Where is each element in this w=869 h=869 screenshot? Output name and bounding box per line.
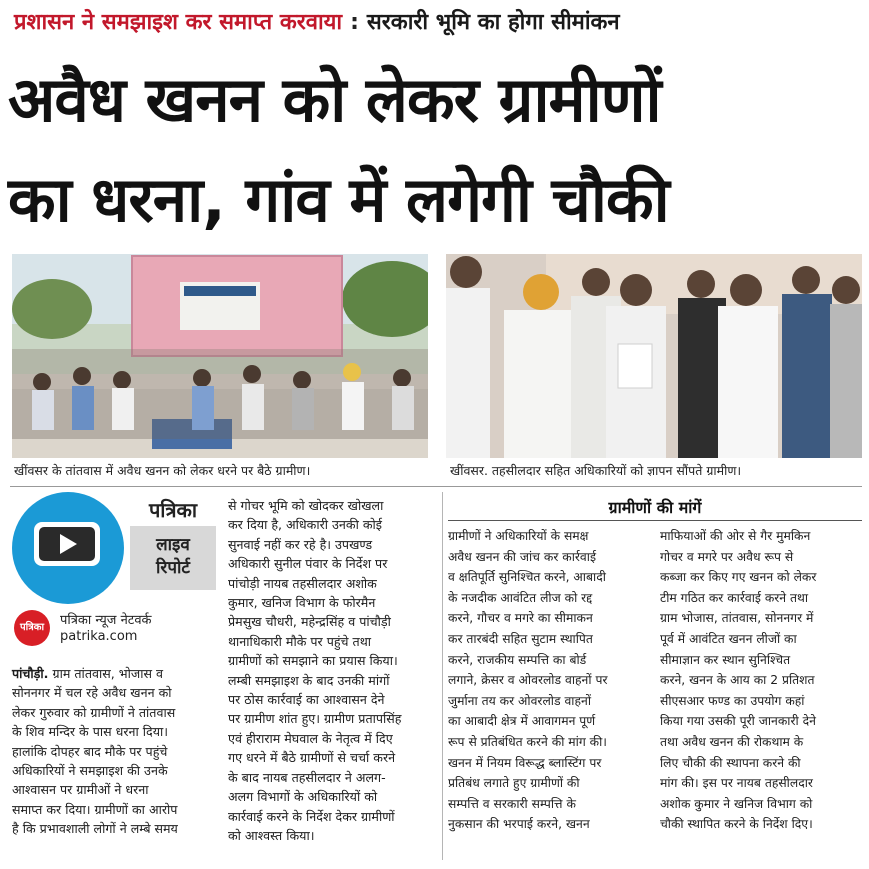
col1-line: ग्राम तांतवास, भोजास व	[52, 666, 164, 681]
headline-line-1: अवैध खनन को लेकर ग्रामीणों	[8, 63, 661, 136]
demands-col1-line: लगाने, क्रेसर व ओवरलोड वाहनों पर	[448, 673, 608, 688]
col2-line: प्रेमसुख चौधरी, महेन्द्रसिंह व पांचौड़ी	[228, 614, 391, 630]
demands-col1-line: का आबादी क्षेत्र में आवागमन पूर्ण	[448, 714, 596, 729]
photo-caption-2: खींवसर. तहसीलदार सहित अधिकारियों को ज्ञापन सौंपते ग्रामीण।	[450, 463, 742, 478]
live-report-panel	[130, 526, 216, 590]
col2-line: से गोचर भूमि को खोदकर खोखला	[228, 498, 384, 513]
col2-line: अलग विभागों के अधिकारियों को	[228, 789, 378, 805]
report-label: रिपोर्ट	[156, 558, 190, 578]
demands-col1-line: अवैध खनन की जांच कर कार्रवाई	[448, 549, 596, 564]
demands-col2-line: सीमाज्ञान कर स्थान सुनिश्चित	[660, 652, 791, 667]
demands-col1-line: जुर्माना तय कर ओवरलोड वाहनों	[448, 693, 592, 708]
col2-line: सुनवाई नहीं कर रहे है। उपखण्ड	[228, 536, 373, 552]
demands-col2-line: करने, खनन के आय का 2 प्रतिशत	[660, 673, 815, 688]
col1-line: हालांकि दोपहर बाद मौके पर पहुंचे	[12, 743, 168, 759]
memorandum-photo	[446, 254, 862, 458]
demands-col2-line: पूर्व में आवंटित खनन लीजों का	[660, 631, 797, 646]
demands-column-2	[660, 526, 862, 835]
patrika-logo-text: पत्रिका	[19, 622, 45, 633]
promo-brand: पत्रिका	[148, 498, 198, 522]
network-badge	[14, 608, 214, 648]
col2-line: गए धरने में बैठे ग्रामीणों से चर्चा करने	[228, 750, 396, 766]
demands-col2-line: कब्जा कर किए गए खनन को लेकर	[660, 570, 817, 585]
col2-line: कार्रवाई करने के निर्देश देकर ग्रामीणों	[228, 808, 395, 824]
col1-line: है कि प्रभावशाली लोगों ने लम्बे समय	[12, 821, 178, 837]
demands-col1-line: व क्षतिपूर्ति सुनिश्चित करने, आबादी	[448, 570, 606, 585]
col1-line: सोननगर में चल रहे अवैध खनन को	[12, 685, 172, 701]
demands-col2-line: टीम गठित कर कार्रवाई करने तथा	[660, 590, 809, 605]
col2-line: लम्बी समझाइश के बाद उनकी मांगों	[228, 672, 390, 688]
col2-line: के बाद नायब तहसीलदार ने अलग-	[228, 769, 386, 785]
col2-line: अधिकारी सुनील पंवार के निर्देश पर	[228, 556, 388, 572]
col2-line: कुमार, खनिज विभाग के फोरमैन	[228, 595, 376, 611]
col1-line: लेकर गुरुवार को ग्रामीणों ने तांतवास	[12, 704, 176, 720]
demands-col2-line: अशोक कुमार ने खनिज विभाग को	[660, 796, 813, 811]
kicker-black-text: सरकारी भूमि का होगा सीमांकन	[366, 10, 620, 35]
live-report-promo[interactable]	[12, 492, 216, 604]
col2-line: कर दिया है, अधिकारी उनकी कोई	[228, 517, 382, 533]
demands-col2-line: किया गया उसकी पूरी जानकारी देने	[660, 714, 816, 729]
col2-line: थानाधिकारी मौके पर पहुंचे तथा	[228, 633, 372, 649]
demands-column-1	[448, 526, 652, 835]
col1-line: समाप्त कर दिया। ग्रामीणों का आरोप	[12, 801, 178, 817]
protest-photo	[12, 254, 428, 458]
demands-col2-line: चौकी स्थापित करने के निर्देश दिए।	[660, 817, 813, 832]
demands-col1-line: करने, राजकीय सम्पत्ति का बोर्ड	[448, 652, 587, 667]
play-icon[interactable]	[34, 522, 100, 566]
demands-col1-line: सम्पत्ति व सरकारी सम्पत्ति के	[448, 796, 576, 811]
col1-line: के शिव मन्दिर के पास धरना दिया।	[12, 724, 169, 740]
article-column-1	[12, 664, 216, 839]
demands-col2-line: ग्राम भोजास, तांतवास, सोननगर में	[660, 611, 814, 626]
network-name: पत्रिका न्यूज नेटवर्क	[60, 613, 152, 628]
demands-col1-line: के नजदीक आवंटित लीज को रद्द	[448, 590, 593, 605]
headline-line-2: का धरना, गांव में लगेगी चौकी	[8, 163, 669, 236]
section-divider	[10, 486, 862, 487]
dateline: पांचौड़ी.	[12, 666, 49, 681]
demands-col1-line: रूप से प्रतिबंधित करने की मांग की।	[448, 734, 607, 749]
photo-caption-1: खींवसर के तांतवास में अवैध खनन को लेकर धरने पर बैठे ग्रामीण।	[14, 463, 311, 478]
demands-col1-line: नुकसान की भरपाई करने, खनन	[448, 817, 590, 832]
col2-line: पर ग्रामीण शांत हुए। ग्रामीण प्रतापसिंह	[228, 711, 402, 727]
demands-col1-line: प्रतिबंध लगाते हुए ग्रामीणों की	[448, 776, 580, 791]
demands-col1-line: कर तारबंदी सहित सुटाम स्थापित	[448, 631, 593, 646]
patrika-logo	[14, 610, 50, 646]
live-label: लाइव	[156, 535, 190, 555]
demands-col2-line: सीएसआर फण्ड का उपयोग कहां	[660, 693, 805, 708]
kicker-separator: :	[350, 10, 359, 35]
demands-col1-line: ग्रामीणों ने अधिकारियों के समक्ष	[448, 529, 589, 543]
col2-line: को आश्वस्त किया।	[228, 827, 315, 843]
column-divider	[442, 492, 443, 860]
col1-line: अधिकारियों ने समझाइश की उनके	[12, 763, 168, 779]
demands-title-rule	[448, 520, 862, 521]
col2-line: ग्रामीणों को समझाने का प्रयास किया।	[228, 653, 398, 669]
col1-line: आश्वासन पर ग्रामीओं ने धरना	[12, 782, 149, 798]
demands-col1-line: खनन में नियम विरूद्ध ब्लास्टिंग पर	[448, 755, 602, 770]
kicker-red-text: प्रशासन ने समझाइश कर समाप्त करवाया	[14, 10, 343, 35]
demands-col2-line: लिए चौकी की स्थापना करने की	[660, 755, 801, 770]
site-url[interactable]: patrika.com	[60, 629, 138, 644]
article-column-2	[228, 496, 438, 845]
demands-col1-line: करने, गौचर व मगरे का सीमाकन	[448, 611, 593, 626]
demands-col2-line: मांग की। इस पर नायब तहसीलदार	[660, 776, 813, 791]
col2-line: एवं हीराराम मेघवाल के नेतृत्व में दिए	[228, 730, 393, 746]
demands-title: ग्रामीणों की मांगें	[608, 498, 702, 517]
col2-line: पांचोड़ी नायब तहसीलदार अशोक	[228, 575, 377, 591]
demands-col2-line: तथा अवैध खनन की रोकथाम के	[660, 734, 804, 749]
demands-col2-line: गोचर व मगरे पर अवैध रूप से	[660, 549, 794, 564]
kicker-line	[14, 6, 856, 40]
col2-line: पर ठोस कार्रवाई का आश्वासन देने	[228, 692, 385, 708]
demands-col2-line: माफियाओं की ओर से गैर मुमकिन	[660, 529, 811, 543]
